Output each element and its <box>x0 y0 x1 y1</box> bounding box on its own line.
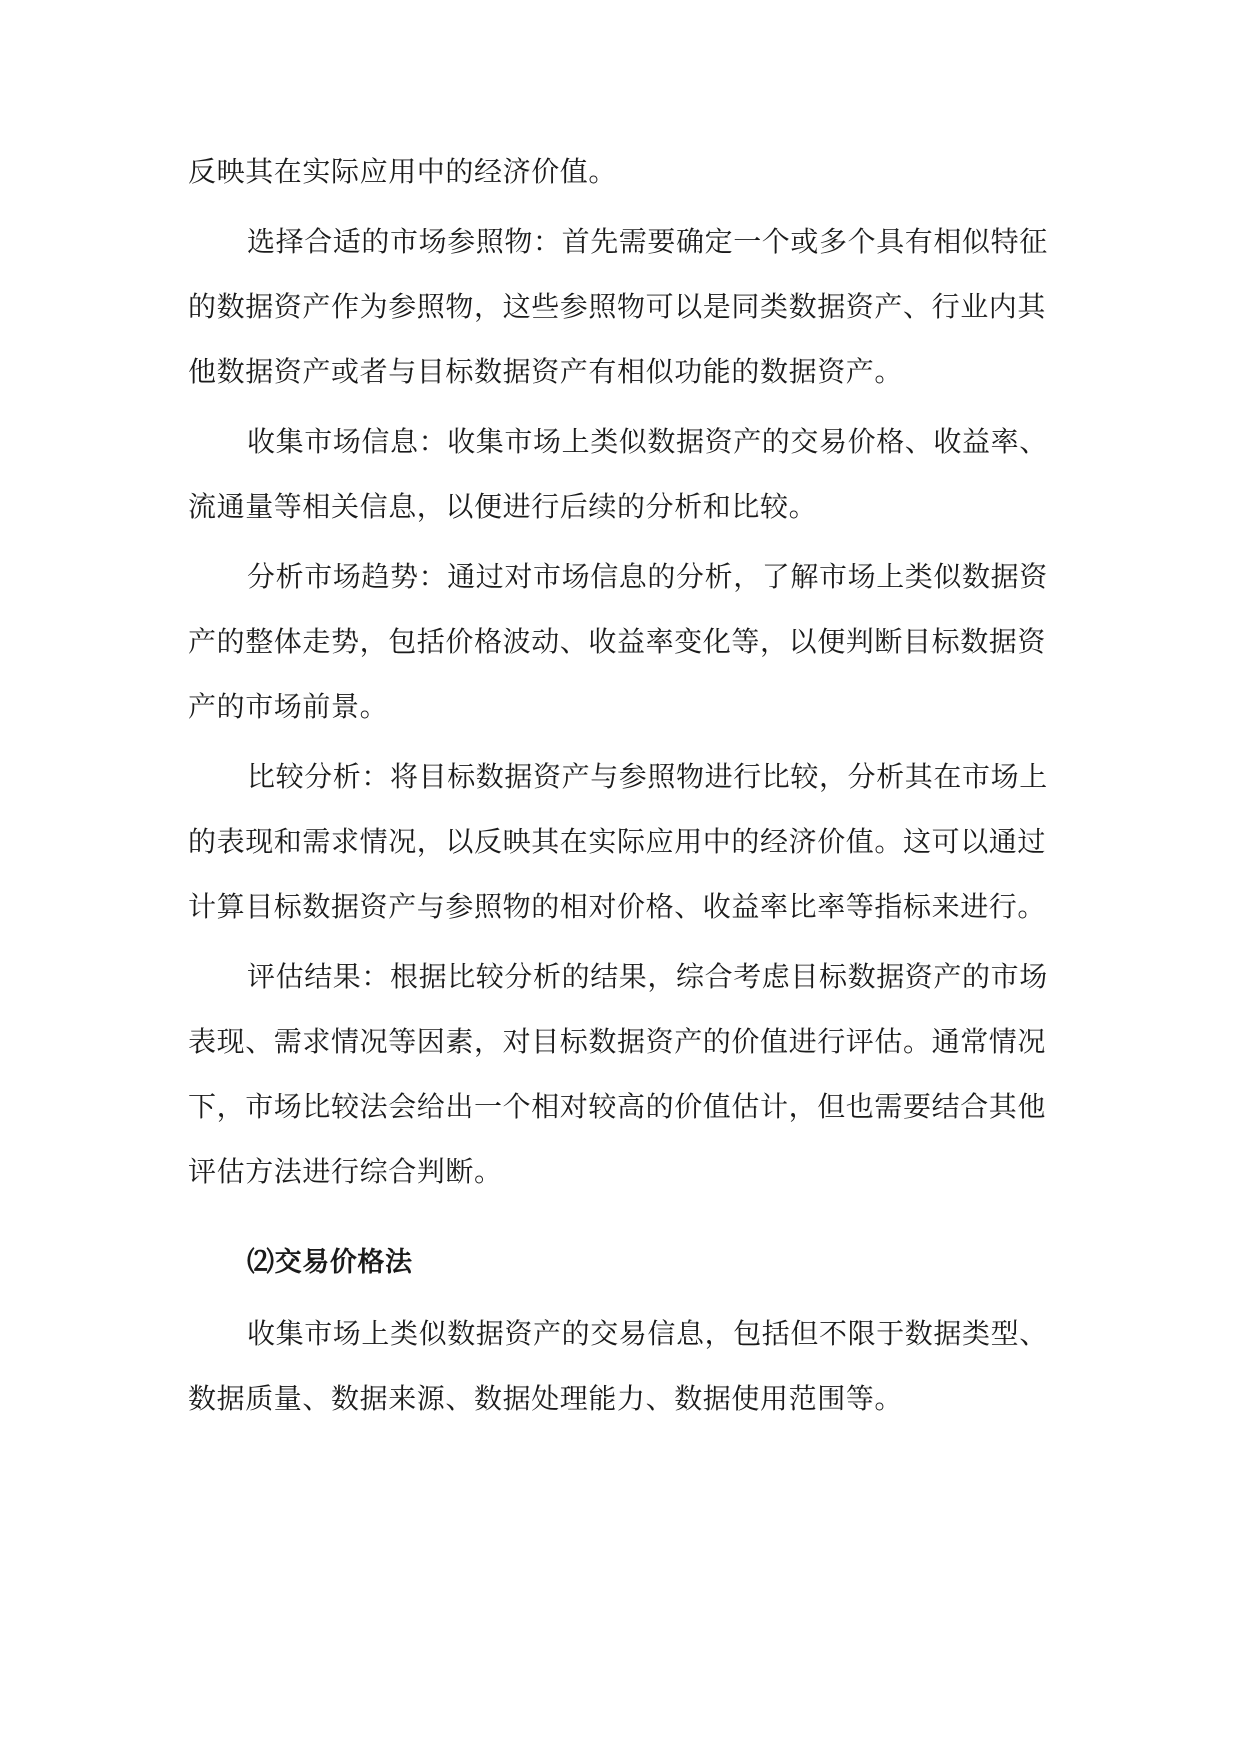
paragraph-line: 下，市场比较法会给出一个相对较高的价值估计，但也需要结合其他 <box>188 1090 1047 1123</box>
paragraph-line: 数据质量、数据来源、数据处理能力、数据使用范围等。 <box>188 1382 904 1415</box>
paragraph-line: 的数据资产作为参照物，这些参照物可以是同类数据资产、行业内其 <box>188 290 1047 323</box>
paragraph-line: 选择合适的市场参照物：首先需要确定一个或多个具有相似特征 <box>247 225 1048 258</box>
paragraph-line: 流通量等相关信息，以便进行后续的分析和比较。 <box>188 490 818 523</box>
paragraph-line: 计算目标数据资产与参照物的相对价格、收益率比率等指标来进行。 <box>188 890 1047 923</box>
paragraph-line: 反映其在实际应用中的经济价值。 <box>188 155 618 188</box>
section-heading: ⑵交易价格法 <box>247 1247 413 1278</box>
paragraph-line: 分析市场趋势：通过对市场信息的分析，了解市场上类似数据资 <box>247 560 1048 593</box>
paragraph-line: 他数据资产或者与目标数据资产有相似功能的数据资产。 <box>188 355 904 388</box>
paragraph-line: 评估方法进行综合判断。 <box>188 1155 503 1188</box>
paragraph-line: 表现、需求情况等因素，对目标数据资产的价值进行评估。通常情况 <box>188 1025 1047 1058</box>
paragraph-line: 收集市场上类似数据资产的交易信息，包括但不限于数据类型、 <box>247 1317 1048 1350</box>
paragraph-line: 产的整体走势，包括价格波动、收益率变化等，以便判断目标数据资 <box>188 625 1047 658</box>
paragraph-line: 产的市场前景。 <box>188 690 389 723</box>
paragraph-line: 的表现和需求情况，以反映其在实际应用中的经济价值。这可以通过 <box>188 825 1047 858</box>
paragraph-line: 收集市场信息：收集市场上类似数据资产的交易价格、收益率、 <box>247 425 1048 458</box>
paragraph-line: 比较分析：将目标数据资产与参照物进行比较，分析其在市场上 <box>247 760 1048 793</box>
paragraph-line: 评估结果：根据比较分析的结果，综合考虑目标数据资产的市场 <box>247 960 1048 993</box>
